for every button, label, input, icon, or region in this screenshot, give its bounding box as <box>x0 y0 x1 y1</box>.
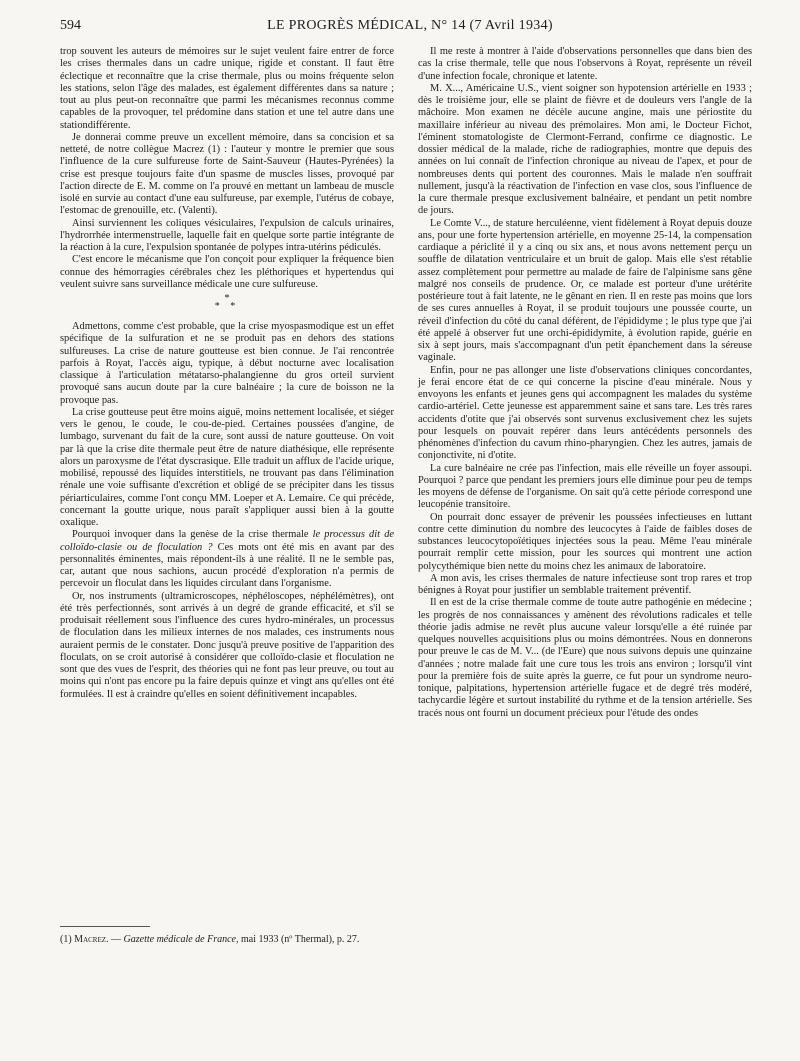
page-number: 594 <box>60 18 81 33</box>
paragraph: La crise goutteuse peut être moins aiguë, moins nettement localisée, et siéger vers le genou, le coude, le cou-de-pied. Certaines poussées d'angine, de lumbago, survenant du fait de la cure, sont aussi de nature goutteuse. On voit par là que la crise dite thermale peut être de nature diathésique, elle représente alors un paroxysme de l'état dyscrasique. Elle traduit un afflux de l'acide urique, mobilisé, repoussé des liquides interstitiels, ne trouvant pas dans l'élimination rénale une voie suffisante d'excrétion et obligé de se précipiter dans les tissus périarticulaires, comme l'ont conçu MM. Loeper et A. Lemaire. Ce qui précède, concernant la goutte urique, nous paraît s'appliquer aussi bien à la goutte oxalique. <box>60 406 394 528</box>
paragraph: C'est encore le mécanisme que l'on conçoit pour expliquer la fréquence bien connue des hémorragies cérébrales chez les pléthoriques et hypertendus qui veulent suivre sans surveillance médicale une cure sulfureuse. <box>60 254 394 290</box>
footnote-details: mai 1933 (nº Thermal), p. 27. <box>238 934 360 945</box>
paragraph: Il en est de la crise thermale comme de toute autre pathogénie en médecine ; les progrès de nos connaissances y amènent des révolutions radicales et telle théorie jadis admise ne revêt plus aucune valeur lorsqu'elle a été ruinée par quelques nouvelles acquisitions plus ou moins démontrées. Nous en donnerons pour preuve le cas de M. V... (de l'Eure) que nous suivons depuis une quinzaine d'années ; notre malade fait une cure tous les trois ans environ ; lorsqu'il vint pour la première fois de suite après la guerre, ce fut pour un syndrome neuro-tonique, palpitations, hypertension artérielle fugace et de degré très modéré, tachycardie légère et surtout instabilité du rythme et de la tension artérielle. Ses tracés nous ont fourni un document précieux pour l'étude des ondes <box>418 597 752 719</box>
paragraph: La cure balnéaire ne crée pas l'infection, mais elle réveille un foyer assoupi. Pourquoi ? parce que pendant les premiers jours elle diminue pour peu de temps les moyens de défense de l'organisme. On sait qu'à cette période correspond une leucopénie transitoire. <box>418 462 752 511</box>
paragraph: Ainsi surviennent les coliques vésiculaires, l'expulsion de calculs urinaires, l'hydrorrhée intermenstruelle, laquelle fait en quelque sorte partie intégrante de la réaction à la cure, l'expulsion spontanée de polypes intra-utérins pédiculés. <box>60 217 394 253</box>
footnote <box>60 934 394 946</box>
paragraph: On pourrait donc essayer de prévenir les poussées infectieuses en luttant contre cette diminution du nombre des leucocytes à l'aide de faibles doses de substances leucocytopoïétiques injectées sous la peau. Même l'eau minérale pourrait remplir cette mission, pour les sources qui montrent une action polycythémique bien nette du moins chez les animaux de laboratoire. <box>418 511 752 572</box>
footnote-author: Macrez. <box>74 934 109 945</box>
paragraph: trop souvent les auteurs de mémoires sur le sujet veulent faire entrer de force les crises thermales dans un cadre unique, rigide et constant. Il faut être éclectique et reconnaître que la crise thermale, plus ou moins fréquente selon les stations, selon l'âge des malades, est également différentes dans sa nature ; tout au plus peut-on reconnaître que parmi les mécanismes reconnus comme capables de la provoquer, tel prédomine dans station et une tel autre dans une stationdifférente. <box>60 46 394 131</box>
paragraph: A mon avis, les crises thermales de nature infectieuse sont trop rares et trop bénignes à Royat pour justifier un semblable traitement préventif. <box>418 572 752 596</box>
running-title: LE PROGRÈS MÉDICAL, N° 14 (7 Avril 1934) <box>267 18 553 33</box>
paragraph: Enfin, pour ne pas allonger une liste d'observations cliniques concordantes, je ferai encore état de ce qui concerne la piscine d'eau minérale. Nous y envoyons les enfants et jeunes gens qui accompagnent les malades du système cardio-artériel. Cette jeunesse est apparemment saine et sans tare. Les très rares accidents d'otite que j'ai observés sont survenus exclusivement chez les sujets pour lesquels on pouvait repérer dans leurs antécédents personnels des phénomènes d'infection du cavum rhino-pharyngien. Chez les autres, jamais de conjonctivite, ni d'otite. <box>418 364 752 462</box>
paragraph-text: Ces mots ont été mis en avant par des personnalités éminentes, mais répondent-ils à une réalité. Il ne le semble pas, car, autant que nous sachions, aucun procédé d'exploration n'a permis de percevoir un floculat dans les liquides circulant dans l'organisme. <box>60 541 394 590</box>
footnote-marker: (1) <box>60 934 75 945</box>
page-header <box>60 18 760 40</box>
footnote-rule <box>60 926 150 927</box>
paragraph-text: Pourquoi invoquer dans la genèse de la crise thermale <box>72 529 313 541</box>
separator-stars-bottom: * * <box>214 301 240 312</box>
paragraph: Le Comte V..., de stature herculéenne, vient fidèlement à Royat depuis douze ans, pour une forte hypertension artérielle, en moyenne 25-14, la compensation cardiaque a périclité il y a cinq ou six ans, et nous avons nettement perçu un souffle de dilatation ventriculaire et un bruit de galop. Mais elle s'est rétablie assez complètement pour permettre au malade de faire de l'alpinisme sans gêne malgré nos conseils de prudence. Or, ce malade est porteur d'une urétérite postérieure tout à fait latente, ne le gênant en rien. Il en reste pas moins que lors de ses cures annuelles à Royat, il se produit toujours une poussée courte, un réveil d'infection du côté du canal déférent, de l'épididyme ; le plus type que j'ai été appelé à observer fut une orchi-épididymite, à évolution rapide, guérie en six à sept jours, mais s'accompagnant d'un petit épanchement dans la séreuse vaginale. <box>418 217 752 364</box>
footnote-dash: — <box>108 934 124 945</box>
footnote-journal: Gazette médicale de France, <box>123 934 239 945</box>
paragraph: Il me reste à montrer à l'aide d'observations personnelles que dans bien des cas la crise thermale, telle que nous l'observons à Royat, représente un réveil d'une infection focale, chronique et latente. <box>418 46 752 82</box>
right-column <box>418 46 752 720</box>
paragraph: Je donnerai comme preuve un excellent mémoire, dans sa concision et sa netteté, de notre collègue Macrez (1) : l'auteur y montre le premier que sous l'influence de la cure sulfureuse forte de Saint-Sauveur (Hautes-Pyrénées) la crise est presque toujours faite d'un spasme de muscles lisses, provoqué par l'action directe de E. M. comme on l'a prouvé en mettant un lambeau de muscle isolé en survie au contact d'une eau sulfureuse, par exemple, l'utérus de cobaye, l'estomac de grenouille, etc. (Valenti). <box>60 131 394 217</box>
separator-star-top: * <box>224 293 230 304</box>
left-column <box>60 46 394 701</box>
paragraph: M. X..., Américaine U.S., vient soigner son hypotension artérielle en 1933 ; dès le troisième jour, elle se plaint de fièvre et de douleurs vers l'angle de la mâchoire. Mon examen ne décèle aucune angine, mais une périostite du maxillaire inférieur au niveau des prémolaires. Mon ami, le Docteur Fichot, l'éminent stomatologiste de Clermont-Ferrand, confirme ce diagnostic. Le dossier médical de la malade, riche de radiographies, montre que depuis des années on lui connaît de l'infection chronique au niveau de l'apex, et pour de nombreuses dents qui portent des couronnes. Mais le malade n'en souffrait nullement, jusqu'à la réactivation de l'infection en vase clos, sous l'influence de la cure thermale presque exclusivement balnéaire, et pendant un petit nombre de jours. <box>418 82 752 217</box>
section-separator <box>60 295 394 311</box>
italic-phrase: le processus dit de colloïdo-clasie ou de floculation ? <box>60 529 394 553</box>
paragraph: Admettons, comme c'est probable, que la crise myospasmodique est un effet spécifique de la sulfuration et ne se produit pas en dehors des stations sulfureuses. La crise de nature goutteuse est bien connue. Je l'ai rencontrée parfois à Royat, l'accès aigu, typique, à début nocturne avec localisation classique à l'articulation métatarso-phalangienne du gros orteil survient provoqué sans aucun doute par la cure balnéaire ; la cure de boisson ne la provoque pas. <box>60 321 394 406</box>
paragraph <box>60 529 394 590</box>
paragraph: Or, nos instruments (ultramicroscopes, néphéloscopes, néphélémètres), ont été très perfectionnés, sont arrivés à un degré de grande efficacité, et s'il se produisait réellement sous l'influence des cures hydro-minérales, un processus de floculation dans les milieux internes de nos malades, ces instruments nous auraient permis de le constater. Donc jusqu'à preuve positive de l'apparition des floculats, on se croit autorisé à considérer que colloïdo-clasie et floculation ne sont que des vues de l'esprit, des théories qui ne font pas leur preuve, ou tout au moins qui n'ont pas encore pu la faire depuis quinze et vingt ans qu'elles ont été formulées. Il est à craindre qu'elles en soient définitivement incapables. <box>60 590 394 700</box>
